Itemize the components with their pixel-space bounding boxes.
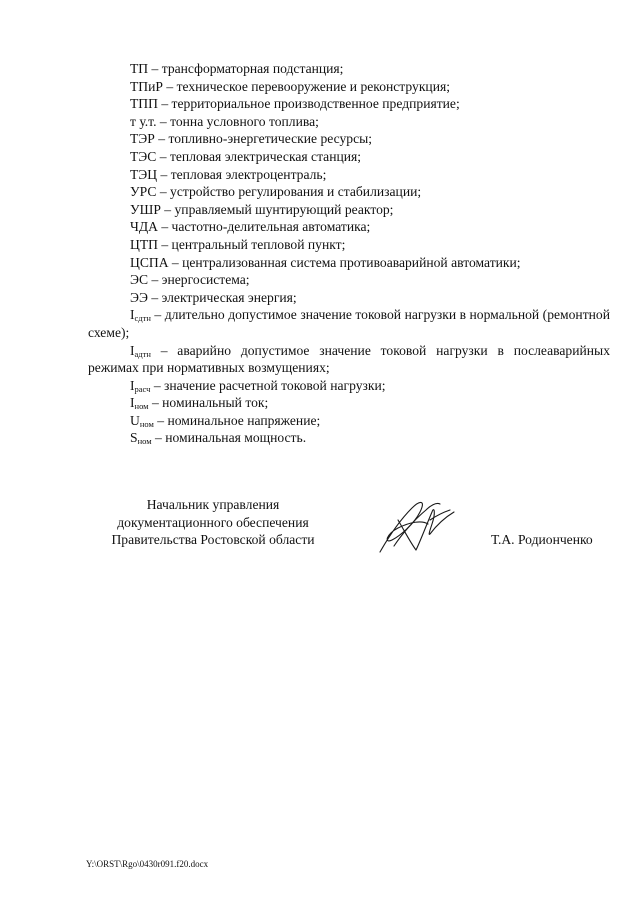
abbreviation-item <box>88 377 610 395</box>
abbreviation-term: ТЭЦ <box>130 166 158 182</box>
abbreviation-subscript: расч <box>134 383 151 394</box>
signatory-title <box>88 496 338 549</box>
abbreviation-list <box>88 60 610 447</box>
signatory-title-line: Начальник управления <box>146 497 280 512</box>
document-file-path: Y:\ORST\Rgo\0430r091.f20.docx <box>86 859 209 869</box>
abbreviation-subscript: сдтн <box>134 313 151 324</box>
abbreviation-term: ЦТП <box>130 236 158 252</box>
abbreviation-term: т у.т. <box>130 113 157 129</box>
abbreviation-term: ТПиР <box>130 78 163 94</box>
abbreviation-definition: – трансформаторная подстанция; <box>148 61 344 76</box>
abbreviation-subscript: ном <box>134 401 149 412</box>
abbreviation-item <box>88 412 610 430</box>
abbreviation-definition: – номинальное напряжение; <box>153 412 321 428</box>
abbreviation-definition: – аварийно допустимое значение токовой нагрузки в послеаварийных режимах при нормативных возмущениях; <box>88 342 610 376</box>
signatory-title-line: Правительства Ростовской области <box>111 532 315 547</box>
abbreviation-definition: – тепловая электрическая станция; <box>156 148 362 164</box>
abbreviation-item <box>88 254 610 272</box>
abbreviation-definition: – централизованная система противоаварийной автоматики; <box>168 254 521 270</box>
abbreviation-term: ТПП <box>130 96 158 112</box>
abbreviation-definition: – частотно-делительная автоматика; <box>157 219 371 235</box>
signatory-title-line: документационного обеспечения <box>117 514 309 530</box>
abbreviation-item <box>88 148 610 166</box>
abbreviation-term: ЭС <box>130 272 149 288</box>
abbreviation-definition: – устройство регулирования и стабилизации; <box>156 184 422 200</box>
abbreviation-item <box>88 201 610 219</box>
abbreviation-item <box>88 394 610 412</box>
abbreviation-definition: – территориальное производственное предприятие; <box>157 96 460 112</box>
abbreviation-definition: – энергосистема; <box>148 272 250 288</box>
abbreviation-definition: – электрическая энергия; <box>147 289 297 305</box>
signer-name: Т.А. Родионченко <box>491 532 593 547</box>
abbreviation-term: ТЭС <box>130 148 157 164</box>
abbreviation-term: ТП <box>130 61 149 76</box>
abbreviation-term: I <box>130 395 135 411</box>
abbreviation-item <box>88 271 610 289</box>
abbreviation-item <box>88 218 610 236</box>
abbreviation-item <box>88 95 610 113</box>
abbreviation-item <box>88 166 610 184</box>
handwritten-signature <box>370 490 470 562</box>
abbreviation-item <box>88 429 610 447</box>
abbreviation-definition: – номинальная мощность. <box>151 430 307 446</box>
abbreviation-definition: – тепловая электроцентраль; <box>157 166 327 182</box>
abbreviation-item <box>88 130 610 148</box>
abbreviation-item <box>88 78 610 96</box>
abbreviation-definition: – топливно-энергетические ресурсы; <box>154 131 373 147</box>
abbreviation-definition: – тонна условного топлива; <box>156 113 319 129</box>
abbreviation-definition: – техническое перевооружение и реконструкция; <box>162 78 451 94</box>
abbreviation-definition: – центральный тепловой пункт; <box>157 236 346 252</box>
abbreviation-term: U <box>130 412 140 428</box>
abbreviation-term: I <box>130 307 135 323</box>
abbreviation-term: ТЭР <box>130 131 155 147</box>
abbreviation-term: ЭЭ <box>130 289 148 305</box>
abbreviation-item <box>88 289 610 307</box>
abbreviation-term: S <box>130 430 138 446</box>
abbreviation-subscript: ном <box>137 436 152 447</box>
abbreviation-item <box>88 60 610 78</box>
abbreviation-term: ЧДА <box>130 219 158 235</box>
abbreviation-subscript: ном <box>139 418 154 429</box>
abbreviation-term: УШР <box>130 201 161 217</box>
abbreviation-definition: – длительно допустимое значение токовой нагрузки в нормальной (ремонтной схеме); <box>88 307 610 340</box>
abbreviation-item <box>88 306 610 341</box>
abbreviation-definition: – значение расчетной токовой нагрузки; <box>150 377 386 393</box>
abbreviation-item <box>88 342 610 377</box>
abbreviation-item <box>88 183 610 201</box>
abbreviation-term: УРС <box>130 184 157 200</box>
abbreviation-item <box>88 236 610 254</box>
abbreviation-definition: – номинальный ток; <box>148 395 269 411</box>
abbreviation-term: I <box>130 342 135 358</box>
abbreviation-subscript: адтн <box>134 348 151 359</box>
abbreviation-term: I <box>130 377 135 393</box>
abbreviation-term: ЦСПА <box>130 254 169 270</box>
abbreviation-definition: – управляемый шунтирующий реактор; <box>160 201 394 217</box>
abbreviation-item <box>88 113 610 131</box>
